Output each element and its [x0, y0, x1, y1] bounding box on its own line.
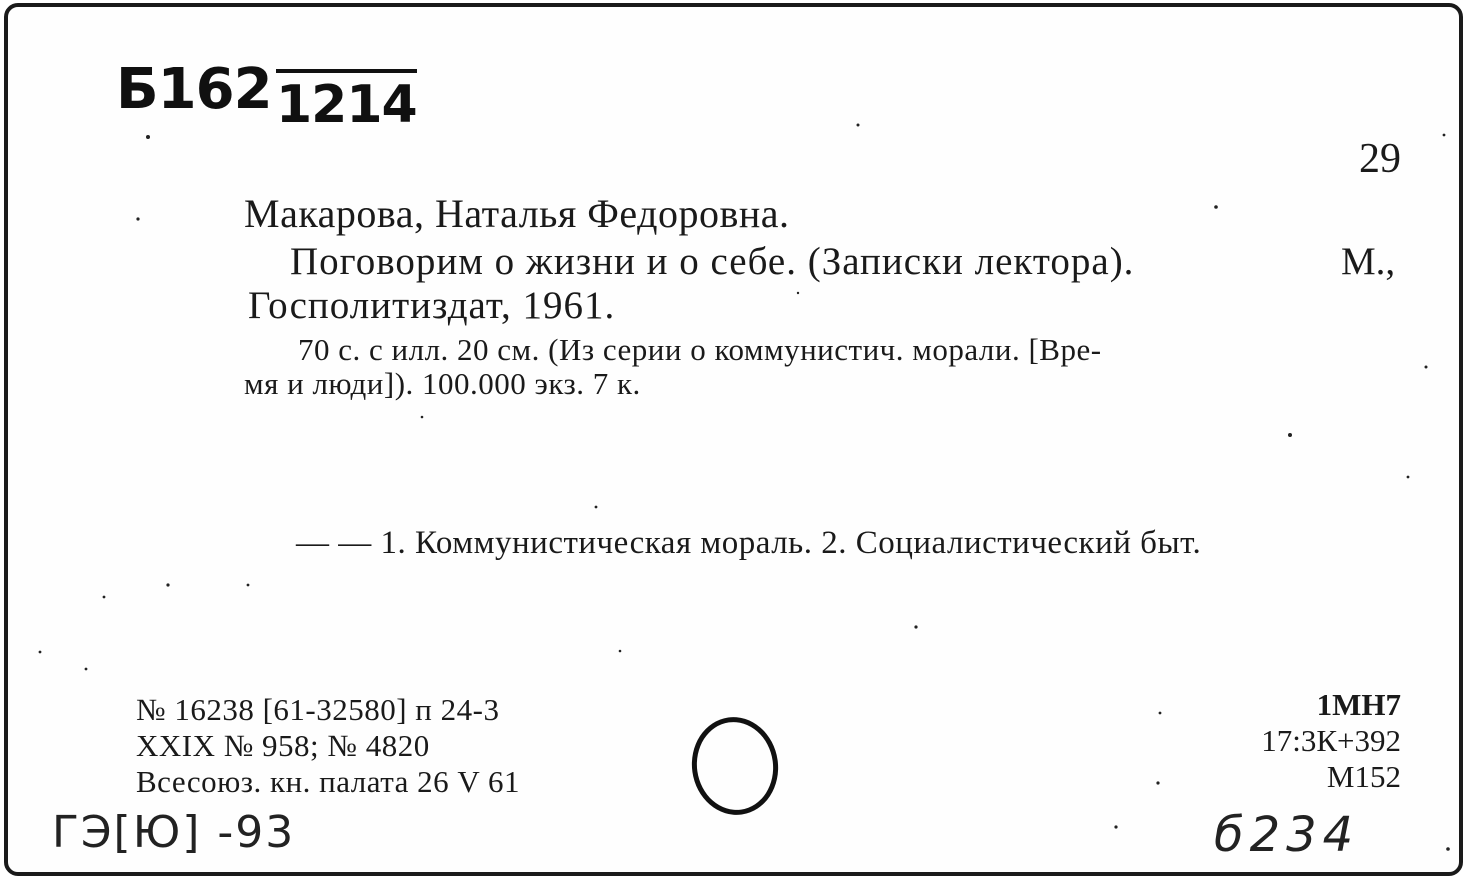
- handwritten-note-left: ГЭ[Ю] -93: [52, 807, 296, 858]
- catalog-card: [4, 3, 1463, 876]
- call-number-main: Б162: [116, 57, 272, 122]
- book-title: Поговорим о жизни и о себе. (Записки лектора).: [290, 240, 1135, 283]
- card-number: 29: [1359, 136, 1401, 182]
- registration-line3: Всесоюз. кн. палата 26 V 61: [136, 764, 520, 799]
- publisher-year: Госполитиздат, 1961.: [248, 284, 616, 327]
- handwritten-note-right: б234: [1214, 807, 1360, 863]
- physical-description-line1: 70 с. с илл. 20 см. (Из серии о коммунистич. морали. [Вре-: [298, 332, 1102, 367]
- publication-city: М.,: [1341, 240, 1396, 283]
- author-heading: Макарова, Наталья Федоровна.: [244, 191, 790, 236]
- classification-line2: 17:3К+392: [1261, 723, 1401, 758]
- call-number-sub: 1214: [276, 69, 417, 131]
- registration-line1: № 16238 [61-32580] п 24-3: [136, 692, 500, 727]
- circle-stamp-mark: [686, 711, 785, 820]
- classification-line1: 1МН7: [1316, 687, 1401, 722]
- classification-line3: М152: [1326, 759, 1401, 794]
- physical-description-line2: мя и люди]). 100.000 экз. 7 к.: [244, 366, 641, 401]
- subject-headings: — — 1. Коммунистическая мораль. 2. Социалистический быт.: [296, 525, 1202, 561]
- registration-line2: XXIX № 958; № 4820: [136, 728, 430, 763]
